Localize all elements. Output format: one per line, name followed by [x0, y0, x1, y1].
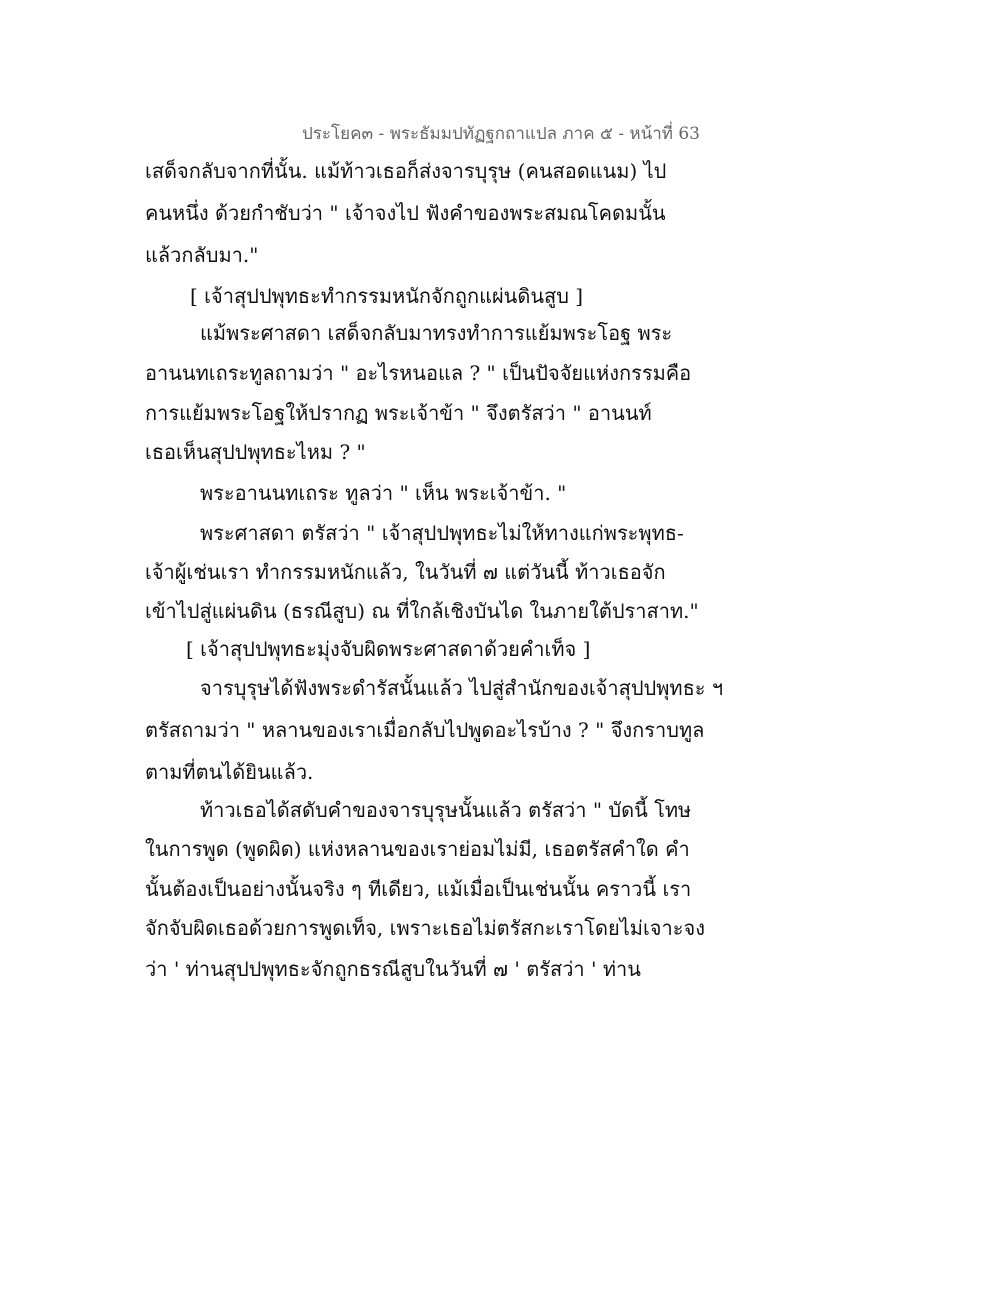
body-line-11: เจ้าผู้เช่นเรา ทำกรรมหนักแล้ว, ในวันที่ ๗ แต่วันนี้ ท้าวเธอจัก [145, 560, 666, 584]
body-line-8: เธอเห็นสุปปพุทธะไหม ? " [145, 440, 366, 464]
body-line-1: เสด็จกลับจากที่นั้น. แม้ท้าวเธอก็ส่งจารบุรุษ (คนสอดแนม) ไป [145, 159, 667, 183]
body-line-3: แล้วกลับมา." [145, 243, 259, 267]
body-line-14: จารบุรุษได้ฟังพระดำรัสนั้นแล้ว ไปสู่สำนักของเจ้าสุปปพุทธะ ฯ [200, 676, 724, 700]
body-line-5: แม้พระศาสดา เสด็จกลับมาทรงทำการแย้มพระโอฐ พระ [200, 321, 673, 345]
body-line-12: เข้าไปสู่แผ่นดิน (ธรณีสูบ) ณ ที่ใกล้เชิงบันได ในภายใต้ปราสาท." [145, 599, 699, 623]
section-heading-2: [ เจ้าสุปปพุทธะมุ่งจับผิดพระศาสดาด้วยคำเท็จ ] [186, 637, 591, 661]
body-line-2: คนหนึ่ง ด้วยกำชับว่า " เจ้าจงไป ฟังคำของพระสมณโคดมนั้น [145, 201, 666, 225]
body-line-20: จักจับผิดเธอด้วยการพูดเท็จ, เพราะเธอไม่ตรัสกะเราโดยไม่เจาะจง [145, 916, 705, 940]
page-header: ประโยค๓ - พระธัมมปทัฏฐกถาแปล ภาค ๕ - หน้าที่ 63 [302, 124, 700, 144]
body-line-17: ท้าวเธอได้สดับคำของจารบุรุษนั้นแล้ว ตรัสว่า " บัดนี้ โทษ [200, 798, 692, 822]
body-line-19: นั้นต้องเป็นอย่างนั้นจริง ๆ ทีเดียว, แม้เมื่อเป็นเช่นนั้น คราวนี้ เรา [145, 877, 692, 901]
body-line-16: ตามที่ตนได้ยินแล้ว. [145, 760, 314, 784]
body-line-18: ในการพูด (พูดผิด) แห่งหลานของเราย่อมไม่มี, เธอตรัสคำใด คำ [145, 837, 690, 861]
body-line-21: ว่า ' ท่านสุปปพุทธะจักถูกธรณีสูบในวันที่ ๗ ' ตรัสว่า ' ท่าน [145, 957, 641, 981]
body-line-10: พระศาสดา ตรัสว่า " เจ้าสุปปพุทธะไม่ให้ทางแก่พระพุทธ- [200, 521, 684, 545]
body-line-7: การแย้มพระโอฐให้ปรากฏ พระเจ้าข้า " จึงตรัสว่า " อานนท์ [145, 401, 652, 425]
body-line-15: ตรัสถามว่า " หลานของเราเมื่อกลับไปพูดอะไรบ้าง ? " จึงกราบทูล [145, 718, 705, 742]
body-line-6: อานนทเถระทูลถามว่า " อะไรหนอแล ? " เป็นปัจจัยแห่งกรรมคือ [145, 361, 692, 385]
section-heading-1: [ เจ้าสุปปพุทธะทำกรรมหนักจักถูกแผ่นดินสูบ ] [190, 284, 584, 308]
body-line-9: พระอานนทเถระ ทูลว่า " เห็น พระเจ้าข้า. " [200, 481, 567, 505]
